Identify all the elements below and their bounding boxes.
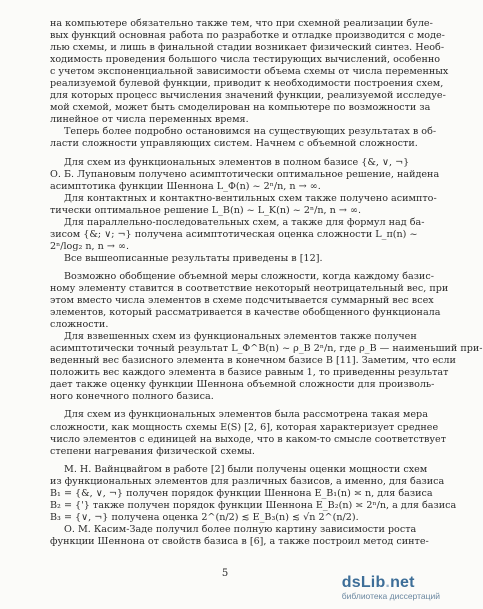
text-line: мой схемой, может быть смоделирован на компьютере по возможности за bbox=[50, 102, 431, 114]
text-line: ласти сложности управляющих систем. Начнем с объемной сложности. bbox=[50, 138, 418, 150]
text-line: О. М. Касим-Заде получил более полную картину зависимости роста bbox=[64, 523, 417, 535]
text-line: Для взвешенных схем из функциональных элементов также получен bbox=[64, 331, 417, 343]
text-line: B₂ = {'} также получен порядок функции Шеннона E_B₂(n) ≍ 2ⁿ/n, а для базиса bbox=[50, 499, 457, 511]
text-line: степени нагревания физической схемы. bbox=[50, 445, 255, 457]
text-line: асимптотически точный результат L_Φ^B(n) ~ ρ_B 2ⁿ/n, где ρ_B — наименьший при- bbox=[50, 343, 483, 355]
text-line: Для контактных и контактно-вентильных схем также получено асимпто- bbox=[64, 192, 437, 204]
text-line: элементов, который рассматривается в качестве обобщенного функционала bbox=[50, 307, 441, 319]
text-line: B₁ = {&, ∨, ¬} получен порядок функции Шеннона E_B₁(n) ≍ n, для базиса bbox=[50, 487, 433, 499]
text-line: вых функций основная работа по разработке и отладке производится с моде- bbox=[50, 30, 445, 42]
paragraph bbox=[50, 523, 429, 548]
watermark-logo bbox=[342, 574, 440, 601]
text-line: функции Шеннона от свойств базиса в [6], а также построил метод синте- bbox=[50, 535, 429, 547]
text-line: Для схем из функциональных элементов была рассмотрена такая мера bbox=[64, 409, 428, 421]
text-line: Для схем из функциональных элементов в полном базисе {&, ∨, ¬} bbox=[64, 156, 410, 168]
paragraph bbox=[50, 156, 440, 193]
text-line: веденный вес базисного элемента в конечном базисе B [11]. Заметим, что если bbox=[50, 355, 456, 367]
document-body bbox=[50, 18, 483, 548]
text-line: зисом {&; ∨; ¬} получена асимптотическая оценка сложности L_π(n) ~ bbox=[50, 228, 418, 240]
paragraph bbox=[50, 126, 437, 150]
text-line: ходимость проведения большого числа тестирующих вычислений, особенно bbox=[50, 54, 441, 66]
text-line: с учетом экспоненциальной зависимости объема схемы от числа переменных bbox=[50, 66, 449, 78]
text-line: на компьютере обязательно также тем, что при схемной реализации буле- bbox=[50, 18, 433, 29]
text-line: для которых процесс вычисления значений функции, реализуемой исследуе- bbox=[50, 90, 446, 102]
text-line: асимптотика функции Шеннона L_Φ(n) ~ 2ⁿ/n, n → ∞. bbox=[50, 180, 321, 192]
watermark-brand: dsLib.net bbox=[341, 574, 415, 591]
text-line: Теперь более подробно остановимся на существующих результатах в об- bbox=[64, 126, 437, 138]
text-line: положить вес каждого элемента в базисе равным 1, то приведенны результат bbox=[50, 367, 449, 379]
text-line: Возможно обобщение объемной меры сложности, когда каждому базис- bbox=[64, 270, 434, 282]
text-line: Для параллельно-последовательных схем, а также для формул над ба- bbox=[64, 216, 425, 228]
text-line: Все вышеописанные результаты приведены в [12]. bbox=[64, 252, 323, 264]
text-line: линейное от числа переменных время. bbox=[50, 114, 249, 126]
text-line: сложности. bbox=[50, 319, 109, 331]
text-line: дает также оценку функции Шеннона объемной сложности для произволь- bbox=[50, 379, 435, 391]
text-line: сложности, как мощность схемы E(S) [2, 6], которая характеризует среднее bbox=[50, 421, 439, 433]
page-number: 5 bbox=[221, 568, 229, 579]
text-line: этом вместо числа элементов в схеме подсчитывается суммарный вес всех bbox=[50, 295, 434, 307]
paragraph bbox=[50, 192, 437, 217]
paragraph bbox=[50, 331, 483, 403]
text-line: из функциональных элементов для различных базисов, а именно, для базиса bbox=[50, 475, 445, 487]
text-line: B₃ = {∨, ¬} получена оценка 2^(n/2) ≲ E_B₃(n) ≲ √n 2^(n/2). bbox=[50, 511, 359, 523]
text-line: 2ⁿ/log₂ n, n → ∞. bbox=[50, 240, 130, 252]
text-line: ному элементу ставится в соответствие некоторый неотрицательный вес, при bbox=[50, 282, 449, 294]
text-line: тически оптимальное решение L_B(n) ~ L_K(n) ~ 2ⁿ/n, n → ∞. bbox=[50, 204, 362, 216]
text-line: реализуемой булевой функции, приводит к необходимости построения схем, bbox=[50, 78, 444, 90]
paragraph bbox=[50, 270, 449, 331]
paragraph bbox=[50, 216, 425, 253]
text-line: М. Н. Вайнцвайгом в работе [2] были получены оценки мощности схем bbox=[64, 463, 428, 475]
text-line: О. Б. Лупановым получено асимптотически оптимальное решение, найдена bbox=[50, 168, 440, 180]
paragraph bbox=[50, 253, 407, 265]
text-line: число элементов с единицей на выходе, что в каком-то смысле соответствует bbox=[50, 433, 447, 445]
text-line: лью схемы, и лишь в финальной стадии возникает физический синтез. Необ- bbox=[50, 42, 445, 54]
text-line: ного конечного полного базиса. bbox=[50, 391, 214, 403]
paragraph bbox=[50, 18, 449, 126]
paragraph bbox=[50, 409, 447, 457]
watermark-subtitle: библиотека диссертаций bbox=[341, 591, 440, 601]
paragraph bbox=[50, 463, 457, 524]
